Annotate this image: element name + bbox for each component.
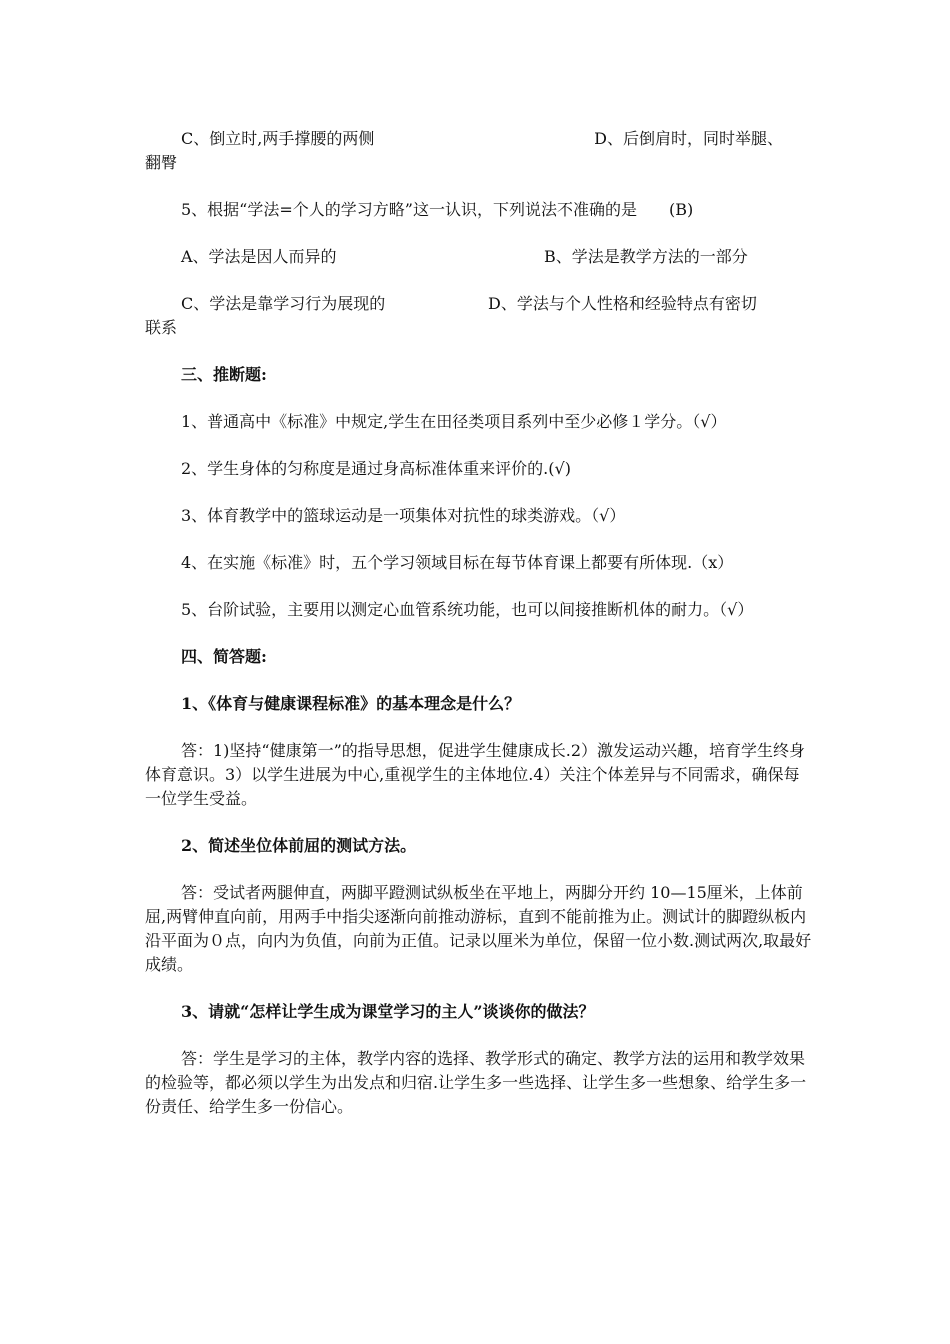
section4-question-2: 2、简述坐位体前屈的测试方法。 bbox=[181, 836, 417, 855]
q4-option-d: D、后倒肩时，同时举腿、 bbox=[594, 129, 783, 148]
section4-title: 四、简答题: bbox=[181, 647, 267, 666]
q5-option-d: D、学法与个人性格和经验特点有密切 bbox=[488, 294, 757, 313]
section3-title: 三、推断题: bbox=[181, 365, 267, 384]
q4-options-cd bbox=[145, 127, 815, 151]
section4-answer-3: 答：学生是学习的主体，教学内容的选择、教学形式的确定、教学方法的运用和教学效果的检验等，都必须以学生为出发点和归宿.让学生多一些选择、让学生多一些想象、给学生多一份责任、给学生多一份信心。 bbox=[145, 1049, 807, 1116]
q4-option-d-continued: 翻臀 bbox=[145, 153, 178, 172]
q5-options-ab bbox=[145, 245, 815, 269]
q5-stem: 5、根据“学法=个人的学习方略”这一认识，下列说法不准确的是 (B) bbox=[181, 200, 694, 219]
section4-answer-1: 答：1)坚持“健康第一”的指导思想，促进学生健康成长.2）激发运动兴趣，培育学生终身体育意识。3）以学生进展为中心,重视学生的主体地位.4）关注个体差异与不同需求，确保每一位学生受益。 bbox=[145, 741, 806, 808]
q5-option-b: B、学法是教学方法的一部分 bbox=[544, 247, 748, 266]
q5-options-cd bbox=[145, 292, 815, 316]
section3-item-3: 3、体育教学中的篮球运动是一项集体对抗性的球类游戏。（√） bbox=[181, 506, 626, 525]
section4-answer-2: 答：受试者两腿伸直，两脚平蹬测试纵板坐在平地上，两脚分开约 10—15厘米，上体前屈,两臂伸直向前，用两手中指尖逐渐向前推动游标，直到不能前推为止。测试计的脚蹬纵板内沿平面为０点，向内为负值，向前为正值。记录以厘米为单位，保留一位小数.测试两次,取最好成绩。 bbox=[145, 883, 812, 974]
q5-option-a: A、学法是因人而异的 bbox=[181, 247, 337, 266]
q4-option-c: C、倒立时,两手撑腰的两侧 bbox=[181, 129, 375, 148]
q5-option-d-continued: 联系 bbox=[145, 318, 178, 337]
section4-question-3: 3、请就“怎样让学生成为课堂学习的主人”谈谈你的做法？ bbox=[181, 1002, 595, 1021]
section3-item-2: 2、学生身体的匀称度是通过身高标准体重来评价的.(√) bbox=[181, 459, 571, 478]
document-body bbox=[145, 127, 815, 1119]
q5-option-c: C、学法是靠学习行为展现的 bbox=[181, 294, 386, 313]
section3-item-5: 5、台阶试验，主要用以测定心血管系统功能，也可以间接推断机体的耐力。（√） bbox=[181, 600, 754, 619]
section3-item-4: 4、在实施《标准》时，五个学习领域目标在每节体育课上都要有所体现.（x） bbox=[181, 553, 734, 572]
section4-question-1: 1、《体育与健康课程标准》的基本理念是什么？ bbox=[181, 694, 521, 713]
section3-item-1: 1、普通高中《标准》中规定,学生在田径类项目系列中至少必修１学分。（√） bbox=[181, 412, 727, 431]
